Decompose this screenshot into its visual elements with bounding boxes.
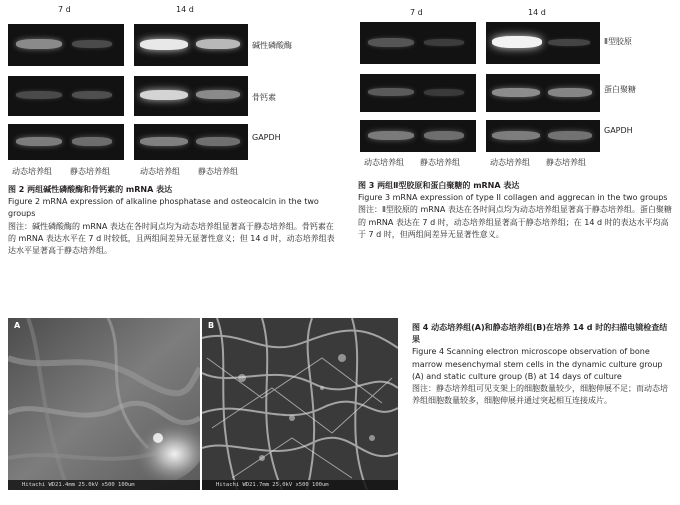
fig4-title-cn: 图 4 动态培养组(A)和静态培养组(B)在培养 14 d 时的扫描电镜检查结果 [412, 323, 668, 345]
fig3-gel-col2-14d [486, 22, 600, 64]
fig3-day-7: 7 d [410, 8, 423, 17]
fig3-gene-acan: 蛋白聚糖 [604, 85, 636, 94]
fig2-gene-gapdh: GAPDH [252, 133, 281, 142]
sem-image-b [202, 318, 398, 490]
fig2-lane-4: 静态培养组 [198, 167, 238, 176]
sem-panel-a [8, 318, 200, 490]
sem-label-a: A [14, 321, 21, 330]
fig2-gel-gapdh-7d [8, 124, 124, 160]
fig3-title-cn: 图 3 两组Ⅱ型胶原和蛋白聚糖的 mRNA 表达 [358, 181, 520, 190]
sem-label-b: B [208, 321, 215, 330]
fig3-lane-3: 动态培养组 [490, 158, 530, 167]
fig3-title-en: Figure 3 mRNA expression of type II collagen and aggrecan in the two groups [358, 193, 668, 203]
fig2-gene-alp: 碱性磷酸酶 [252, 41, 292, 50]
fig4-title-en: Figure 4 Scanning electron microscope observation of bone marrow mesenchymal stem cells in the dynamic culture group (A) and static culture group (B) at 14 days of culture [412, 347, 663, 381]
fig2-day-14: 14 d [176, 5, 194, 14]
fig4-caption [412, 322, 674, 407]
fig2-gel-alp-7d [8, 24, 124, 66]
fig2-caption [8, 184, 338, 257]
fig3-gel-col2-7d [360, 22, 476, 64]
fig2-note: 图注：碱性磷酸酶的 mRNA 表达在各时间点均为动态培养组显著高于静态培养组。骨钙素在的 mRNA 表达水平在 7 d 时较低，且两组间差异无显著性意义；但 14 d 时，动态培养组表达水平显著高于静态培养组。 [8, 221, 335, 256]
fig2-gel-alp-14d [134, 24, 248, 66]
fig2-lane-2: 静态培养组 [70, 167, 110, 176]
sem-scale-a: Hitachi WD21.4mm 25.0kV x500 100um [8, 480, 200, 490]
fig3-lane-2: 静态培养组 [420, 158, 460, 167]
fig3-lane-1: 动态培养组 [364, 158, 404, 167]
fig2-gene-ocn: 骨钙素 [252, 93, 276, 102]
fig2-title-cn: 图 2 两组碱性磷酸酶和骨钙素的 mRNA 表达 [8, 185, 173, 194]
fig2-gel-gapdh-14d [134, 124, 248, 160]
fig2-gel-ocn-14d [134, 76, 248, 116]
fig3-caption [358, 180, 676, 241]
fig2-lane-1: 动态培养组 [12, 167, 52, 176]
fig3-day-14: 14 d [528, 8, 546, 17]
fig3-gel-acan-14d [486, 74, 600, 112]
fig3-note: 图注：Ⅱ型胶原的 mRNA 表达在各时间点均为动态培养组显著高于静态培养组。蛋白聚糖的 mRNA 表达在 7 d 时，动态培养组显著高于静态培养组；在 14 d 时的表达水平均高于 7 d 时，但两组间差异无显著性意义。 [358, 205, 672, 239]
fig3-gel-gapdh-7d [360, 120, 476, 152]
fig2-day-7: 7 d [58, 5, 71, 14]
fig4-note: 图注：静态培养组可见支架上的细胞数量较少，细胞伸展不足；而动态培养组细胞数量较多，细胞伸展并通过突起相互连接成片。 [412, 384, 668, 406]
sem-image-a [8, 318, 200, 490]
fig2-lane-3: 动态培养组 [140, 167, 180, 176]
fig3-gel-acan-7d [360, 74, 476, 112]
sem-panel-b [202, 318, 398, 490]
fig3-lane-4: 静态培养组 [546, 158, 586, 167]
fig3-gel-gapdh-14d [486, 120, 600, 152]
sem-scale-b: Hitachi WD21.7mm 25.0kV x500 100um [202, 480, 398, 490]
fig3-gene-col2: Ⅱ型胶原 [604, 37, 632, 46]
fig3-gene-gapdh: GAPDH [604, 126, 633, 135]
fig2-title-en: Figure 2 mRNA expression of alkaline phosphatase and osteocalcin in the two groups [8, 197, 319, 219]
fig2-gel-ocn-7d [8, 76, 124, 116]
